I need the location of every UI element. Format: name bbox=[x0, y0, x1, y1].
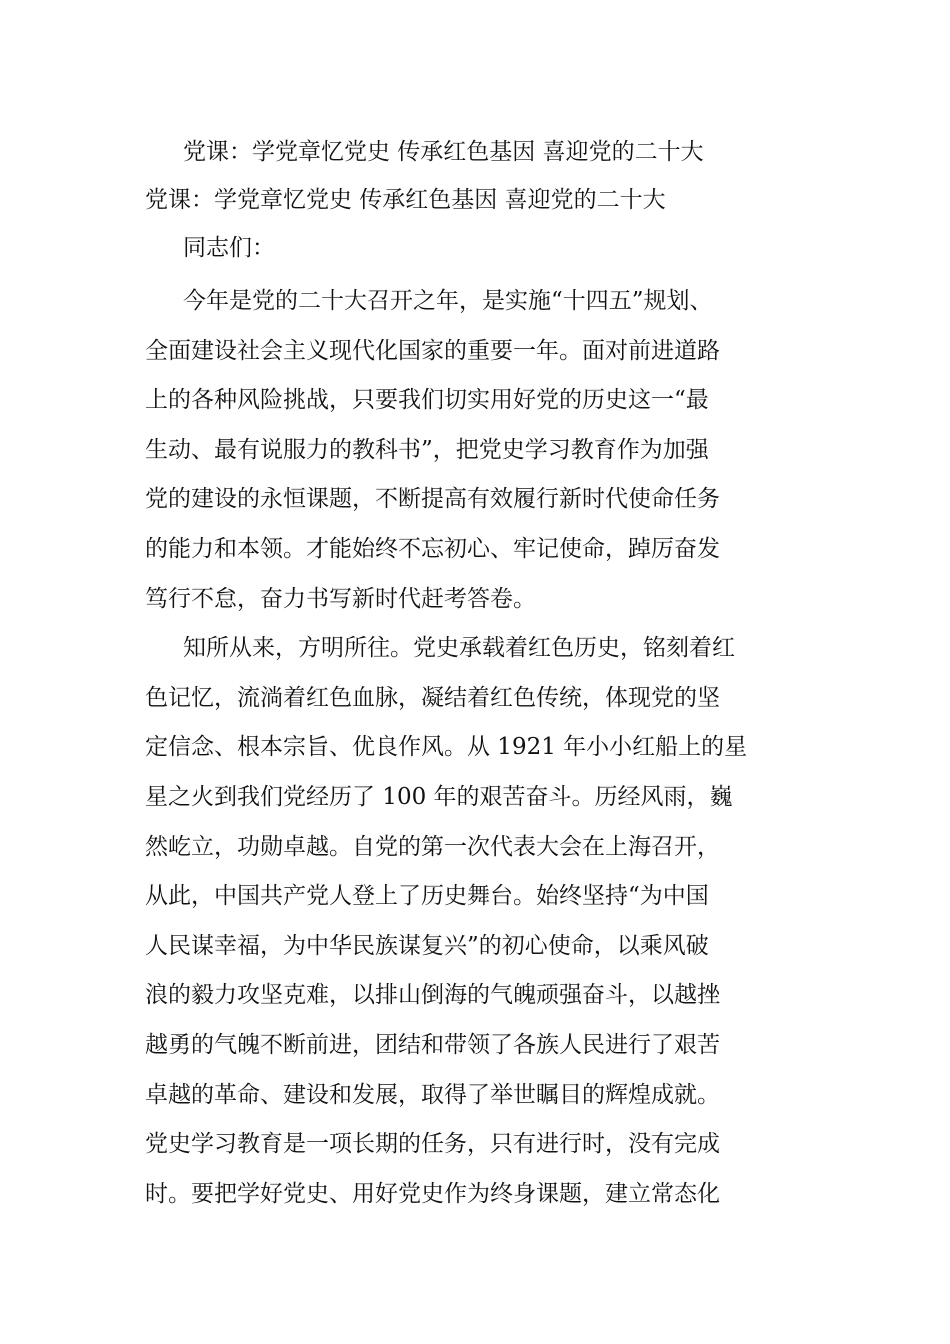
paragraph-line: 生动、最有说服力的教科书”，把党史学习教育作为加强 bbox=[145, 436, 709, 463]
greeting: 同志们： bbox=[183, 235, 275, 261]
paragraph-line: 色记忆，流淌着红色血脉，凝结着红色传统，体现党的坚 bbox=[145, 684, 720, 711]
paragraph-line: 全面建设社会主义现代化国家的重要一年。面对前进道路 bbox=[145, 337, 720, 364]
document-subtitle: 党课：学党章忆党史 传承红色基因 喜迎党的二十大 bbox=[145, 187, 666, 213]
paragraph-line: 定信念、根本宗旨、优良作风。从 1921 年小小红船上的星 bbox=[145, 734, 748, 761]
body-text bbox=[145, 285, 807, 1227]
paragraph-line: 时。要把学好党史、用好党史作为终身课题，建立常态化 bbox=[145, 1180, 720, 1207]
paragraph-line: 党的建设的永恒课题，不断提高有效履行新时代使命任务 bbox=[145, 486, 720, 513]
paragraph-line: 笃行不怠，奋力书写新时代赶考答卷。 bbox=[145, 585, 536, 612]
paragraph-line: 知所从来，方明所往。党史承载着红色历史，铭刻着红 bbox=[183, 635, 735, 662]
paragraph-line: 星之火到我们党经历了 100 年的艰苦奋斗。历经风雨，巍 bbox=[145, 783, 733, 810]
document-title: 党课：学党章忆党史 传承红色基因 喜迎党的二十大 bbox=[183, 139, 704, 165]
paragraph-line: 然屹立，功勋卓越。自党的第一次代表大会在上海召开， bbox=[145, 833, 720, 860]
paragraph-line: 的能力和本领。才能始终不忘初心、牢记使命，踔厉奋发 bbox=[145, 535, 720, 562]
paragraph-line: 卓越的革命、建设和发展，取得了举世瞩目的辉煌成就。 bbox=[145, 1081, 720, 1108]
paragraph-line: 党史学习教育是一项长期的任务，只有进行时，没有完成 bbox=[145, 1131, 720, 1158]
paragraph-line: 人民谋幸福，为中华民族谋复兴”的初心使命，以乘风破 bbox=[145, 932, 709, 959]
paragraph-line: 上的各种风险挑战，只要我们切实用好党的历史这一“最 bbox=[145, 387, 709, 414]
paragraph-line: 从此，中国共产党人登上了历史舞台。始终坚持“为中国 bbox=[145, 883, 709, 910]
paragraph-line: 浪的毅力攻坚克难，以排山倒海的气魄顽强奋斗，以越挫 bbox=[145, 982, 720, 1009]
paragraph-line: 越勇的气魄不断前进，团结和带领了各族人民进行了艰苦 bbox=[145, 1031, 720, 1058]
paragraph-line: 今年是党的二十大召开之年，是实施“十四五”规划、 bbox=[183, 288, 713, 314]
